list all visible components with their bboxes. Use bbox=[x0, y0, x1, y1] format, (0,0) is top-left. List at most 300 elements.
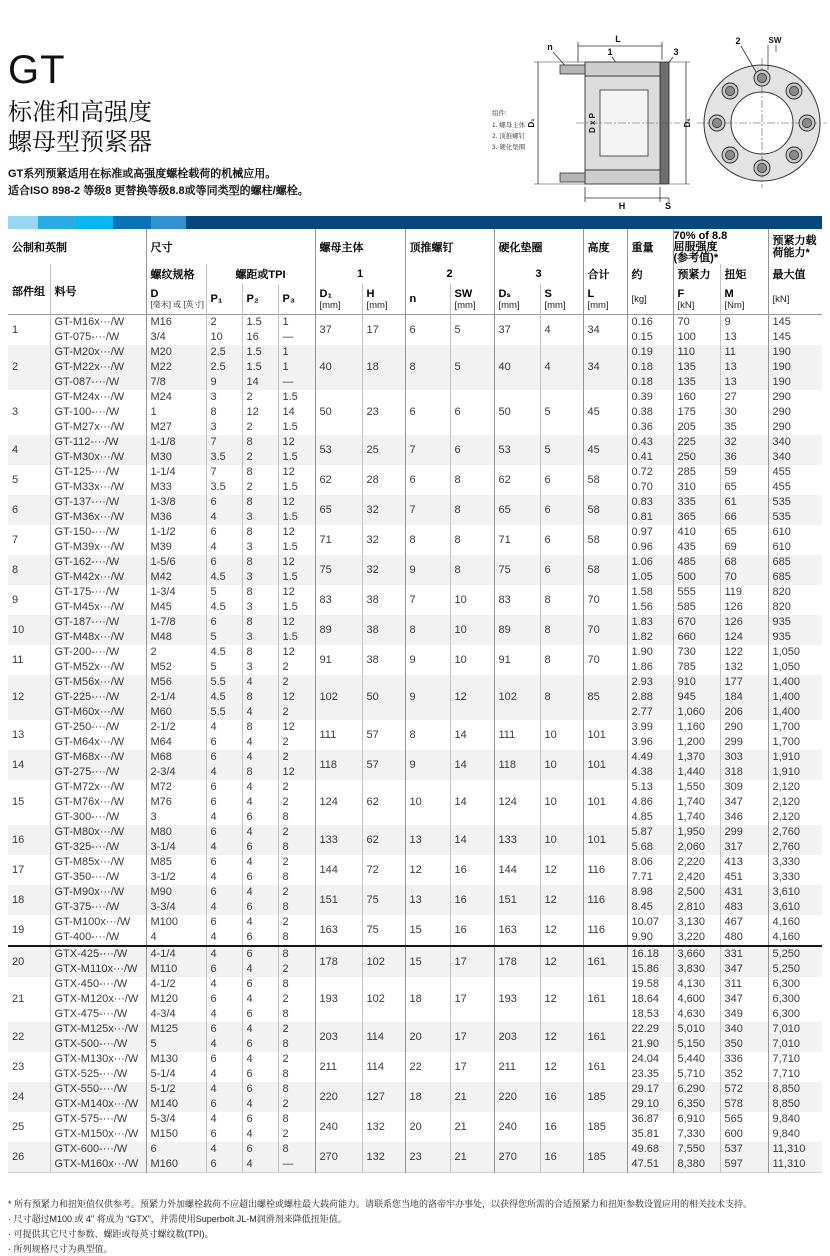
cell-thread-size: M100 bbox=[146, 915, 206, 930]
cell-thread-size: 1-7/8 bbox=[146, 615, 206, 630]
cell-pitch-p2: 12 bbox=[242, 405, 278, 420]
table-row bbox=[8, 977, 822, 992]
header-col-p1 bbox=[206, 284, 242, 315]
cell-washer-ds: 83 bbox=[494, 585, 540, 615]
cell-part-number: GT-M30x···/W bbox=[50, 450, 146, 465]
cell-pitch-p2: 6 bbox=[242, 977, 278, 992]
cell-max-capacity: 5,250 bbox=[768, 946, 822, 962]
cell-pitch-p3: 8 bbox=[278, 1142, 315, 1157]
cell-nut-d1: 220 bbox=[315, 1082, 362, 1112]
cell-pitch-p2: 8 bbox=[242, 435, 278, 450]
header-ref-1: 1 bbox=[315, 264, 405, 284]
cell-pitch-p2: 1.5 bbox=[242, 315, 278, 331]
cell-preload-f: 70 bbox=[673, 315, 720, 331]
cell-nut-d1: 37 bbox=[315, 315, 362, 346]
cell-pitch-p1: 4 bbox=[206, 1007, 242, 1022]
cell-screws-sw: 6 bbox=[450, 435, 494, 465]
cell-nut-d1: 240 bbox=[315, 1112, 362, 1142]
cell-nut-h: 38 bbox=[362, 615, 405, 645]
description-line1: GT系列预紧适用在标准或高强度螺栓载荷的机械应用。 bbox=[8, 168, 277, 180]
cell-washer-ds: 89 bbox=[494, 615, 540, 645]
cell-pitch-p3: 1.5 bbox=[278, 630, 315, 645]
table-row bbox=[8, 525, 822, 540]
description-line2: 适合ISO 898-2 等级8 更替换等级8.8或等同类型的螺柱/螺栓。 bbox=[8, 185, 309, 198]
cell-height-l: 116 bbox=[583, 915, 627, 946]
cell-screws-sw: 14 bbox=[450, 750, 494, 780]
cell-washer-ds: 102 bbox=[494, 675, 540, 720]
cell-preload-f: 435 bbox=[673, 540, 720, 555]
cell-pitch-p2: 8 bbox=[242, 585, 278, 600]
cell-screws-n: 6 bbox=[405, 315, 450, 346]
cell-nut-d1: 193 bbox=[315, 977, 362, 1022]
cell-part-group: 20 bbox=[8, 946, 50, 977]
cell-torque-m: 317 bbox=[720, 840, 768, 855]
cell-pitch-p2: 8 bbox=[242, 495, 278, 510]
cell-pitch-p1: 6 bbox=[206, 750, 242, 765]
header-col-l bbox=[583, 284, 627, 315]
cell-max-capacity: 4,160 bbox=[768, 915, 822, 930]
cell-part-number: GT-M64x···/W bbox=[50, 735, 146, 750]
cell-pitch-p3: 8 bbox=[278, 1067, 315, 1082]
cell-preload-f: 5,010 bbox=[673, 1022, 720, 1037]
cell-max-capacity: 5,250 bbox=[768, 962, 822, 977]
cell-weight-kg: 5.87 bbox=[627, 825, 673, 840]
cell-washer-s: 10 bbox=[540, 750, 583, 780]
cell-height-l: 45 bbox=[583, 435, 627, 465]
cell-thread-size: M80 bbox=[146, 825, 206, 840]
cell-torque-m: 340 bbox=[720, 1022, 768, 1037]
cell-max-capacity: 1,910 bbox=[768, 765, 822, 780]
cell-screws-n: 20 bbox=[405, 1022, 450, 1052]
cell-weight-kg: 0.18 bbox=[627, 375, 673, 390]
accent-bar-segment bbox=[113, 216, 151, 229]
cell-pitch-p3: 1.5 bbox=[278, 540, 315, 555]
cell-washer-s: 10 bbox=[540, 825, 583, 855]
dim-label-l: L bbox=[615, 34, 621, 44]
cell-pitch-p1: 4 bbox=[206, 946, 242, 962]
cell-part-group: 8 bbox=[8, 555, 50, 585]
cell-preload-f: 2,060 bbox=[673, 840, 720, 855]
cell-pitch-p1: 6 bbox=[206, 825, 242, 840]
accent-bar-segment bbox=[186, 216, 822, 229]
cell-height-l: 101 bbox=[583, 780, 627, 825]
cell-pitch-p3: 2 bbox=[278, 1022, 315, 1037]
cell-preload-f: 1,740 bbox=[673, 810, 720, 825]
cell-pitch-p2: 16 bbox=[242, 330, 278, 345]
cell-thread-size: 3-3/4 bbox=[146, 900, 206, 915]
header-col-m bbox=[720, 284, 768, 315]
cell-washer-s: 12 bbox=[540, 1022, 583, 1052]
cell-pitch-p3: 12 bbox=[278, 585, 315, 600]
cell-washer-s: 16 bbox=[540, 1082, 583, 1112]
cell-max-capacity: 455 bbox=[768, 480, 822, 495]
cell-pitch-p3: 1.5 bbox=[278, 480, 315, 495]
cell-torque-m: 32 bbox=[720, 435, 768, 450]
cell-pitch-p3: 2 bbox=[278, 780, 315, 795]
cell-screws-n: 6 bbox=[405, 390, 450, 435]
cell-thread-size: 6 bbox=[146, 1142, 206, 1157]
cell-pitch-p3: 2 bbox=[278, 675, 315, 690]
cell-pitch-p2: 3 bbox=[242, 660, 278, 675]
cell-preload-f: 6,910 bbox=[673, 1112, 720, 1127]
cell-washer-ds: 163 bbox=[494, 915, 540, 946]
cell-pitch-p1: 6 bbox=[206, 1022, 242, 1037]
cell-pitch-p2: 8 bbox=[242, 615, 278, 630]
cell-pitch-p3: 2 bbox=[278, 750, 315, 765]
cell-pitch-p3: 1.5 bbox=[278, 420, 315, 435]
cell-part-group: 13 bbox=[8, 720, 50, 750]
cell-screws-n: 22 bbox=[405, 1052, 450, 1082]
cell-screws-sw: 10 bbox=[450, 615, 494, 645]
table-row bbox=[8, 495, 822, 510]
cell-screws-n: 8 bbox=[405, 720, 450, 750]
header-torque: 扭矩 bbox=[720, 264, 768, 284]
cell-weight-kg: 0.72 bbox=[627, 465, 673, 480]
col-sw-unit: [mm] bbox=[454, 299, 476, 311]
cell-torque-m: 572 bbox=[720, 1082, 768, 1097]
cell-preload-f: 160 bbox=[673, 390, 720, 405]
cell-part-number: GT-M20x···/W bbox=[50, 345, 146, 360]
cell-thread-size: 5-1/2 bbox=[146, 1082, 206, 1097]
header-col-p3 bbox=[278, 284, 315, 315]
cell-screws-sw: 8 bbox=[450, 495, 494, 525]
cell-pitch-p1: 6 bbox=[206, 780, 242, 795]
cell-pitch-p3: 2 bbox=[278, 1097, 315, 1112]
col-ds-unit: [mm] bbox=[498, 299, 520, 311]
cell-max-capacity: 190 bbox=[768, 345, 822, 360]
cell-screws-sw: 16 bbox=[450, 885, 494, 915]
cell-washer-ds: 50 bbox=[494, 390, 540, 435]
cell-pitch-p3: 1.5 bbox=[278, 390, 315, 405]
cell-nut-h: 32 bbox=[362, 495, 405, 525]
cell-thread-size: M160 bbox=[146, 1157, 206, 1173]
cell-screws-sw: 5 bbox=[450, 315, 494, 346]
col-n-symbol: n bbox=[409, 293, 417, 305]
cell-max-capacity: 1,400 bbox=[768, 675, 822, 690]
cell-washer-ds: 178 bbox=[494, 946, 540, 977]
footnote-other-sizes: · 可提供其它尺寸参数、螺距或每英寸螺纹数(TPI)。 bbox=[8, 1228, 214, 1239]
cell-washer-s: 10 bbox=[540, 720, 583, 750]
cell-pitch-p2: 4 bbox=[242, 1022, 278, 1037]
cell-pitch-p2: 3 bbox=[242, 540, 278, 555]
cell-max-capacity: 2,120 bbox=[768, 780, 822, 795]
cell-washer-ds: 118 bbox=[494, 750, 540, 780]
cell-washer-ds: 193 bbox=[494, 977, 540, 1022]
cell-max-capacity: 610 bbox=[768, 540, 822, 555]
cell-torque-m: 311 bbox=[720, 977, 768, 992]
cell-pitch-p1: 6 bbox=[206, 1157, 242, 1173]
table-row bbox=[8, 1052, 822, 1067]
cell-height-l: 85 bbox=[583, 675, 627, 720]
header-col-sw bbox=[450, 284, 494, 315]
cell-nut-h: 75 bbox=[362, 885, 405, 915]
cell-weight-kg: 0.15 bbox=[627, 330, 673, 345]
table-row bbox=[8, 915, 822, 930]
cell-max-capacity: 8,850 bbox=[768, 1082, 822, 1097]
cell-weight-kg: 1.58 bbox=[627, 585, 673, 600]
cell-pitch-p3: 12 bbox=[278, 465, 315, 480]
cell-torque-m: 27 bbox=[720, 390, 768, 405]
cell-screws-n: 12 bbox=[405, 855, 450, 885]
cell-washer-ds: 111 bbox=[494, 720, 540, 750]
cell-max-capacity: 1,050 bbox=[768, 645, 822, 660]
cell-part-number: GT-150-···/W bbox=[50, 525, 146, 540]
cell-screws-sw: 17 bbox=[450, 977, 494, 1022]
cell-weight-kg: 1.56 bbox=[627, 600, 673, 615]
cell-thread-size: M16 bbox=[146, 315, 206, 331]
dim-label-d1: D₁ bbox=[527, 118, 536, 128]
cell-torque-m: 65 bbox=[720, 525, 768, 540]
cell-pitch-p1: 4 bbox=[206, 930, 242, 946]
header-yield-70pct bbox=[673, 229, 768, 264]
cell-weight-kg: 0.16 bbox=[627, 315, 673, 331]
cell-nut-d1: 50 bbox=[315, 390, 362, 435]
cell-torque-m: 9 bbox=[720, 315, 768, 331]
cell-max-capacity: 145 bbox=[768, 330, 822, 345]
cell-screws-n: 7 bbox=[405, 435, 450, 465]
cell-pitch-p2: 6 bbox=[242, 1142, 278, 1157]
cell-thread-size: M24 bbox=[146, 390, 206, 405]
cell-torque-m: 565 bbox=[720, 1112, 768, 1127]
header-col-d1 bbox=[315, 284, 362, 315]
cell-weight-kg: 0.70 bbox=[627, 480, 673, 495]
cell-pitch-p2: 4 bbox=[242, 795, 278, 810]
cell-part-number: GTX-M150x···/W bbox=[50, 1127, 146, 1142]
table-row bbox=[8, 1022, 822, 1037]
col-p2-symbol: P₂ bbox=[246, 293, 259, 305]
cell-weight-kg: 49.68 bbox=[627, 1142, 673, 1157]
cell-part-group: 4 bbox=[8, 435, 50, 465]
footnote-gtx: · 尺寸超过M100 或 4" 将成为 “GTX”，并需使用Superbolt JL-M润滑剂来降低扭矩值。 bbox=[8, 1213, 347, 1224]
table-row bbox=[8, 1082, 822, 1097]
cell-screws-sw: 10 bbox=[450, 585, 494, 615]
cell-weight-kg: 8.06 bbox=[627, 855, 673, 870]
cell-nut-h: 32 bbox=[362, 555, 405, 585]
cell-torque-m: 483 bbox=[720, 900, 768, 915]
cell-torque-m: 578 bbox=[720, 1097, 768, 1112]
cell-preload-f: 1,160 bbox=[673, 720, 720, 735]
cell-part-number: GTX-600-···/W bbox=[50, 1142, 146, 1157]
cell-pitch-p1: 4 bbox=[206, 1037, 242, 1052]
col-s-unit: [mm] bbox=[544, 299, 566, 311]
cell-nut-h: 72 bbox=[362, 855, 405, 885]
cell-preload-f: 205 bbox=[673, 420, 720, 435]
cell-max-capacity: 1,700 bbox=[768, 735, 822, 750]
cell-part-number: GTX-M140x···/W bbox=[50, 1097, 146, 1112]
cell-weight-kg: 10.07 bbox=[627, 915, 673, 930]
cell-part-number: GT-375-···/W bbox=[50, 900, 146, 915]
cell-part-number: GT-350-···/W bbox=[50, 870, 146, 885]
cell-pitch-p1: 7 bbox=[206, 465, 242, 480]
cell-screws-n: 15 bbox=[405, 946, 450, 977]
cell-thread-size: 1 bbox=[146, 405, 206, 420]
cell-nut-d1: 71 bbox=[315, 525, 362, 555]
cell-torque-m: 597 bbox=[720, 1157, 768, 1173]
cell-pitch-p3: 8 bbox=[278, 870, 315, 885]
table-row bbox=[8, 435, 822, 450]
cell-thread-size: M150 bbox=[146, 1127, 206, 1142]
cell-pitch-p3: 1.5 bbox=[278, 570, 315, 585]
cell-part-group: 17 bbox=[8, 855, 50, 885]
cell-part-number: GT-125-···/W bbox=[50, 465, 146, 480]
cell-washer-ds: 53 bbox=[494, 435, 540, 465]
cell-preload-f: 1,060 bbox=[673, 705, 720, 720]
cell-max-capacity: 11,310 bbox=[768, 1157, 822, 1173]
cell-pitch-p2: 6 bbox=[242, 1037, 278, 1052]
cell-max-capacity: 190 bbox=[768, 360, 822, 375]
cell-pitch-p2: 4 bbox=[242, 1052, 278, 1067]
cell-screws-n: 7 bbox=[405, 495, 450, 525]
cell-torque-m: 59 bbox=[720, 465, 768, 480]
cell-pitch-p1: 2.5 bbox=[206, 345, 242, 360]
cell-pitch-p1: 2 bbox=[206, 315, 242, 331]
cell-weight-kg: 22.29 bbox=[627, 1022, 673, 1037]
cell-part-number: GT-M76x···/W bbox=[50, 795, 146, 810]
cell-torque-m: 299 bbox=[720, 735, 768, 750]
cell-washer-ds: 211 bbox=[494, 1052, 540, 1082]
cell-pitch-p2: 8 bbox=[242, 555, 278, 570]
cell-screws-sw: 17 bbox=[450, 1052, 494, 1082]
table-row bbox=[8, 555, 822, 570]
table-row bbox=[8, 1112, 822, 1127]
tensioner-drawing bbox=[527, 32, 820, 214]
cell-max-capacity: 935 bbox=[768, 630, 822, 645]
cell-screws-n: 18 bbox=[405, 1082, 450, 1112]
cell-pitch-p2: 4 bbox=[242, 750, 278, 765]
cell-screws-n: 10 bbox=[405, 780, 450, 825]
cell-pitch-p2: 2 bbox=[242, 390, 278, 405]
cell-pitch-p3: 2 bbox=[278, 825, 315, 840]
table-row bbox=[8, 315, 822, 331]
cell-screws-n: 9 bbox=[405, 645, 450, 675]
cell-pitch-p1: 3.5 bbox=[206, 450, 242, 465]
cell-max-capacity: 9,840 bbox=[768, 1112, 822, 1127]
cell-preload-f: 2,220 bbox=[673, 855, 720, 870]
cell-preload-f: 1,370 bbox=[673, 750, 720, 765]
cell-height-l: 70 bbox=[583, 615, 627, 645]
cell-screws-n: 7 bbox=[405, 585, 450, 615]
cell-thread-size: M27 bbox=[146, 420, 206, 435]
cell-height-l: 101 bbox=[583, 750, 627, 780]
dim-label-dxp: D x P bbox=[588, 112, 597, 134]
cell-thread-size: M76 bbox=[146, 795, 206, 810]
cell-pitch-p2: 6 bbox=[242, 870, 278, 885]
cell-nut-h: 127 bbox=[362, 1082, 405, 1112]
cell-thread-size: M48 bbox=[146, 630, 206, 645]
cell-pitch-p2: 1.5 bbox=[242, 360, 278, 375]
cell-torque-m: 600 bbox=[720, 1127, 768, 1142]
cell-nut-d1: 89 bbox=[315, 615, 362, 645]
cell-part-number: GT-187-···/W bbox=[50, 615, 146, 630]
cell-preload-f: 945 bbox=[673, 690, 720, 705]
cell-thread-size: M72 bbox=[146, 780, 206, 795]
cell-part-number: GT-225-···/W bbox=[50, 690, 146, 705]
cell-part-group: 11 bbox=[8, 645, 50, 675]
cell-thread-size: M45 bbox=[146, 600, 206, 615]
cell-thread-size: 1-1/2 bbox=[146, 525, 206, 540]
cell-thread-size: 3 bbox=[146, 810, 206, 825]
cell-torque-m: 206 bbox=[720, 705, 768, 720]
header-approx: 约 bbox=[627, 264, 673, 284]
cell-screws-n: 18 bbox=[405, 977, 450, 1022]
cell-preload-f: 485 bbox=[673, 555, 720, 570]
cell-thread-size: M90 bbox=[146, 885, 206, 900]
cell-max-capacity: 820 bbox=[768, 585, 822, 600]
accent-bar-segment bbox=[8, 216, 38, 229]
cell-pitch-p3: 2 bbox=[278, 885, 315, 900]
cell-torque-m: 347 bbox=[720, 795, 768, 810]
cell-weight-kg: 29.17 bbox=[627, 1082, 673, 1097]
cell-washer-s: 8 bbox=[540, 585, 583, 615]
cell-torque-m: 68 bbox=[720, 555, 768, 570]
cell-height-l: 70 bbox=[583, 585, 627, 615]
cell-preload-f: 500 bbox=[673, 570, 720, 585]
cell-pitch-p2: 4 bbox=[242, 885, 278, 900]
page-header bbox=[8, 0, 822, 216]
cell-torque-m: 309 bbox=[720, 780, 768, 795]
cell-thread-size: M64 bbox=[146, 735, 206, 750]
cell-pitch-p1: 4 bbox=[206, 765, 242, 780]
cell-pitch-p2: 6 bbox=[242, 1112, 278, 1127]
cell-pitch-p1: 6 bbox=[206, 555, 242, 570]
cell-pitch-p2: 6 bbox=[242, 1067, 278, 1082]
cell-nut-d1: 124 bbox=[315, 780, 362, 825]
cell-pitch-p3: 12 bbox=[278, 615, 315, 630]
cell-weight-kg: 0.81 bbox=[627, 510, 673, 525]
cell-pitch-p3: 12 bbox=[278, 690, 315, 705]
cell-screws-n: 9 bbox=[405, 750, 450, 780]
cell-preload-f: 1,200 bbox=[673, 735, 720, 750]
cell-washer-ds: 151 bbox=[494, 885, 540, 915]
col-l-unit: [mm] bbox=[587, 299, 609, 311]
cell-max-capacity: 7,710 bbox=[768, 1067, 822, 1082]
cell-pitch-p3: 1.5 bbox=[278, 600, 315, 615]
cell-weight-kg: 3.96 bbox=[627, 735, 673, 750]
cell-pitch-p1: 6 bbox=[206, 992, 242, 1007]
subtitle-line1: 标准和高强度 bbox=[8, 99, 152, 126]
header-height: 高度 bbox=[583, 229, 627, 264]
cell-part-number: GTX-525-···/W bbox=[50, 1067, 146, 1082]
table-row bbox=[8, 465, 822, 480]
cell-thread-size: 3-1/2 bbox=[146, 870, 206, 885]
cell-nut-h: 23 bbox=[362, 390, 405, 435]
cell-part-number: GT-087-···/W bbox=[50, 375, 146, 390]
page-subtitle bbox=[8, 98, 309, 158]
cell-pitch-p3: 2 bbox=[278, 795, 315, 810]
cell-part-group: 24 bbox=[8, 1082, 50, 1112]
cell-washer-ds: 220 bbox=[494, 1082, 540, 1112]
cell-max-capacity: 6,300 bbox=[768, 977, 822, 992]
cell-nut-d1: 91 bbox=[315, 645, 362, 675]
cell-washer-s: 5 bbox=[540, 435, 583, 465]
cell-preload-f: 175 bbox=[673, 405, 720, 420]
cell-weight-kg: 8.45 bbox=[627, 900, 673, 915]
header-size: 尺寸 bbox=[146, 229, 315, 264]
cell-thread-size: 2-1/2 bbox=[146, 720, 206, 735]
cell-height-l: 70 bbox=[583, 645, 627, 675]
cell-pitch-p1: 5 bbox=[206, 585, 242, 600]
cell-max-capacity: 7,010 bbox=[768, 1022, 822, 1037]
cell-pitch-p1: 6 bbox=[206, 1052, 242, 1067]
cell-thread-size: M42 bbox=[146, 570, 206, 585]
cell-pitch-p3: 2 bbox=[278, 660, 315, 675]
cell-pitch-p3: 2 bbox=[278, 1052, 315, 1067]
cell-part-number: GT-M36x···/W bbox=[50, 510, 146, 525]
yield-line2: 屈服强度 bbox=[673, 241, 718, 253]
cell-pitch-p2: 1.5 bbox=[242, 345, 278, 360]
cell-pitch-p2: 8 bbox=[242, 525, 278, 540]
cell-thread-size: 5-1/4 bbox=[146, 1067, 206, 1082]
